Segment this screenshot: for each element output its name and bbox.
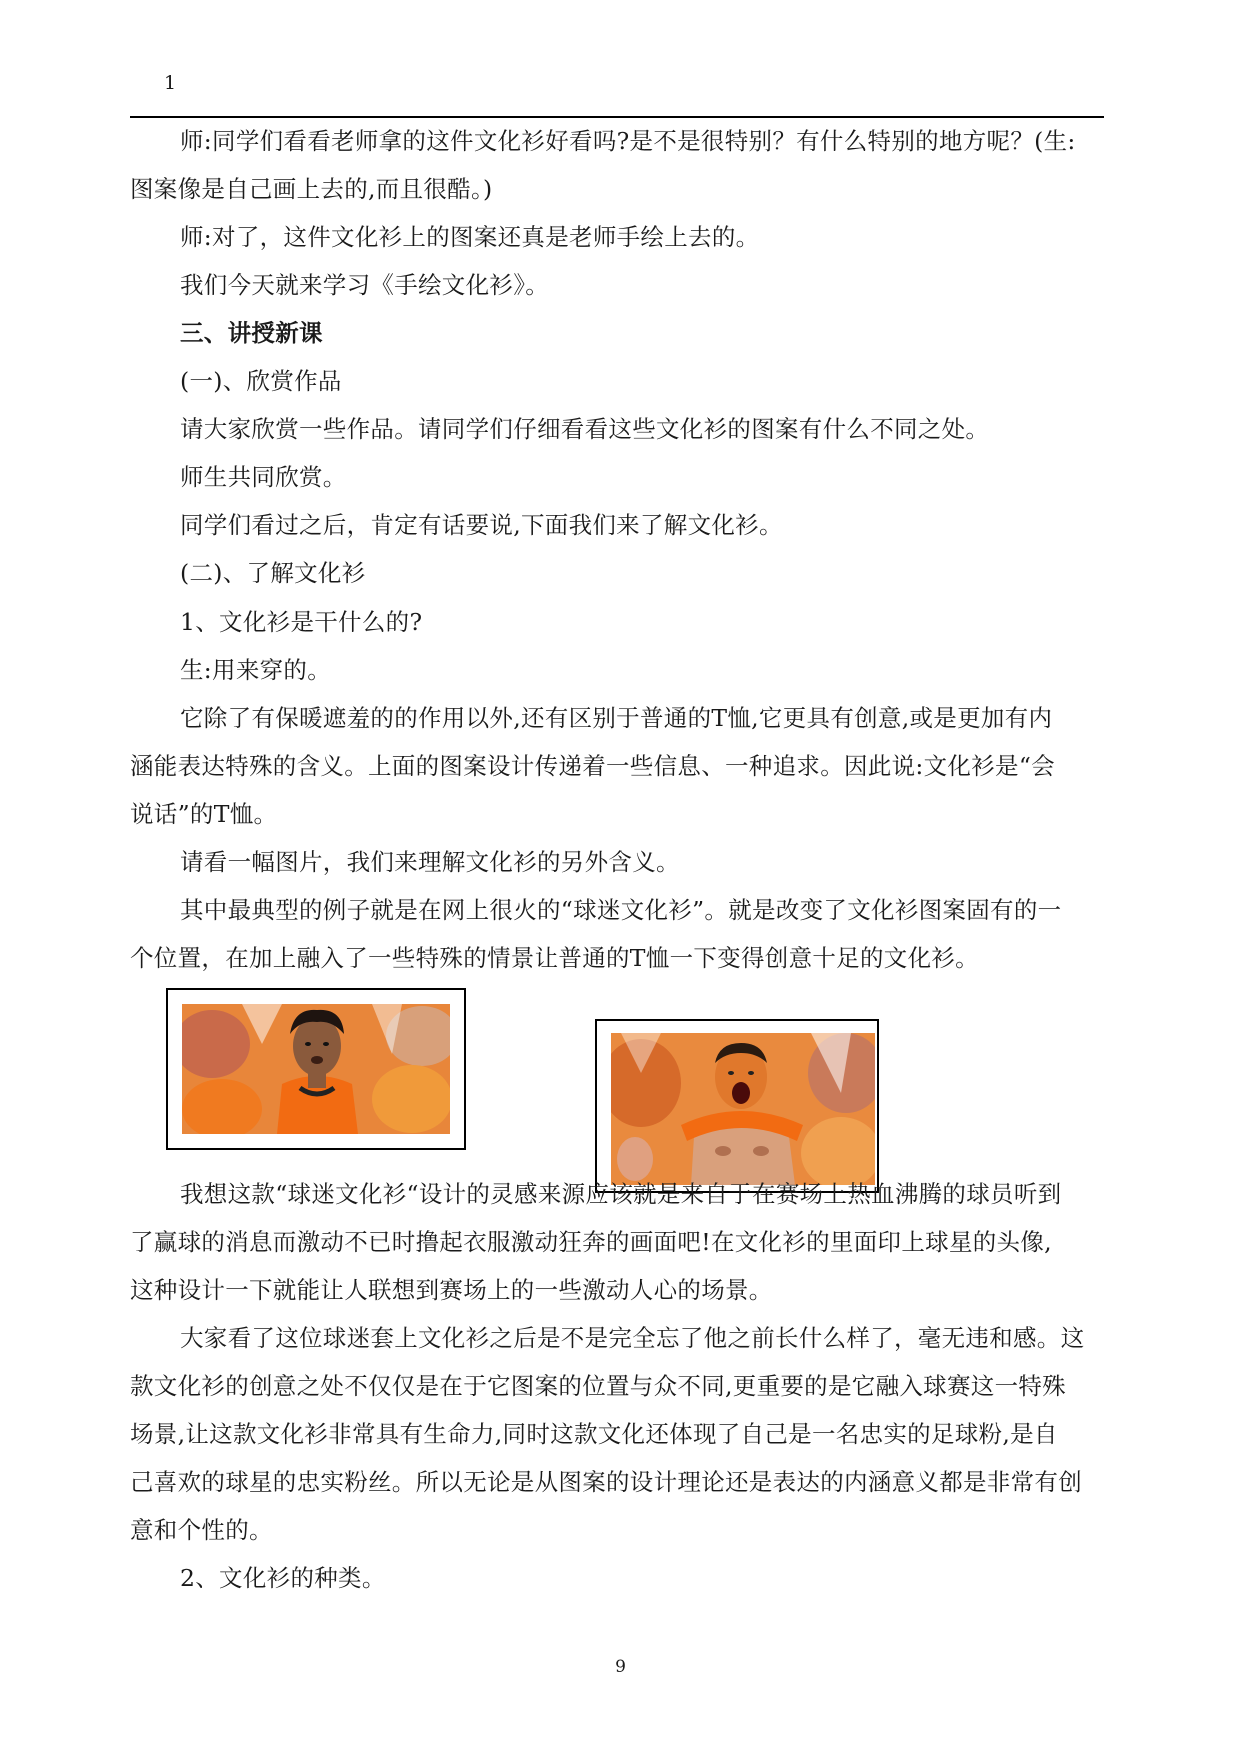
paragraph-line: 师:对了，这件文化衫上的图案还真是老师手绘上去的。: [180, 223, 760, 251]
paragraph-line: 图案像是自己画上去的,而且很酷。): [130, 175, 493, 203]
paragraph-line: 个位置，在加上融入了一些特殊的情景让普通的T恤一下变得创意十足的文化衫。: [130, 944, 979, 972]
paragraph-line: 款文化衫的创意之处不仅仅是在于它图案的位置与众不同,更重要的是它融入球赛这一特殊: [130, 1372, 1066, 1400]
subsection-heading: (一)、欣赏作品: [180, 367, 342, 395]
paragraph-line: 它除了有保暖遮羞的的作用以外,还有区别于普通的T恤,它更具有创意,或是更加有内: [180, 704, 1053, 732]
paragraph-line: 说话”的T恤。: [130, 800, 278, 828]
photo-frame-right: [595, 1019, 879, 1193]
header-rule: [130, 116, 1104, 118]
photo-fan-lifted-shirt: [611, 1033, 875, 1185]
paragraph-line: 师生共同欣赏。: [180, 463, 347, 491]
paragraph-line: 1、文化衫是干什么的?: [180, 608, 423, 636]
paragraph-line: 同学们看过之后，肯定有话要说,下面我们来了解文化衫。: [180, 511, 783, 539]
paragraph-line: 请大家欣赏一些作品。请同学们仔细看看这些文化衫的图案有什么不同之处。: [180, 415, 990, 443]
paragraph-line: 2、文化衫的种类。: [180, 1564, 386, 1592]
paragraph-line: 我想这款“球迷文化衫“设计的灵感来源应该就是来自于在赛场上热血沸腾的球员听到: [180, 1180, 1062, 1208]
paragraph-line: 涵能表达特殊的含义。上面的图案设计传递着一些信息、一种追求。因此说:文化衫是“会: [130, 752, 1055, 780]
paragraph-line: 其中最典型的例子就是在网上很火的“球迷文化衫”。就是改变了文化衫图案固有的一: [180, 896, 1062, 924]
photo-frame-left: [166, 988, 466, 1150]
paragraph-line: 生:用来穿的。: [180, 656, 332, 684]
subsection-heading: (二)、了解文化衫: [180, 559, 366, 587]
section-heading: 三、讲授新课: [180, 319, 323, 347]
paragraph-line: 场景,让这款文化衫非常具有生命力,同时这款文化还体现了自己是一名忠实的足球粉,是自: [130, 1420, 1058, 1448]
photo-fan-orange-shirt: [182, 1004, 450, 1134]
paragraph-line: 了赢球的消息而激动不已时撸起衣服激动狂奔的画面吧!在文化衫的里面印上球星的头像,: [130, 1228, 1052, 1256]
paragraph-line: 大家看了这位球迷套上文化衫之后是不是完全忘了他之前长什么样了，毫无违和感。这: [180, 1324, 1085, 1352]
page-footer-number: 9: [615, 1657, 626, 1677]
paragraph-line: 意和个性的。: [130, 1516, 273, 1544]
paragraph-line: 己喜欢的球星的忠实粉丝。所以无论是从图案的设计理论还是表达的内涵意义都是非常有创: [130, 1468, 1082, 1496]
paragraph-line: 这种设计一下就能让人联想到赛场上的一些激动人心的场景。: [130, 1276, 773, 1304]
paragraph-line: 师:同学们看看老师拿的这件文化衫好看吗?是不是很特别？有什么特别的地方呢？(生:: [180, 127, 1076, 155]
page-header-number: 1: [164, 72, 177, 94]
paragraph-line: 我们今天就来学习《手绘文化衫》。: [180, 271, 550, 299]
paragraph-line: 请看一幅图片，我们来理解文化衫的另外含义。: [180, 848, 680, 876]
